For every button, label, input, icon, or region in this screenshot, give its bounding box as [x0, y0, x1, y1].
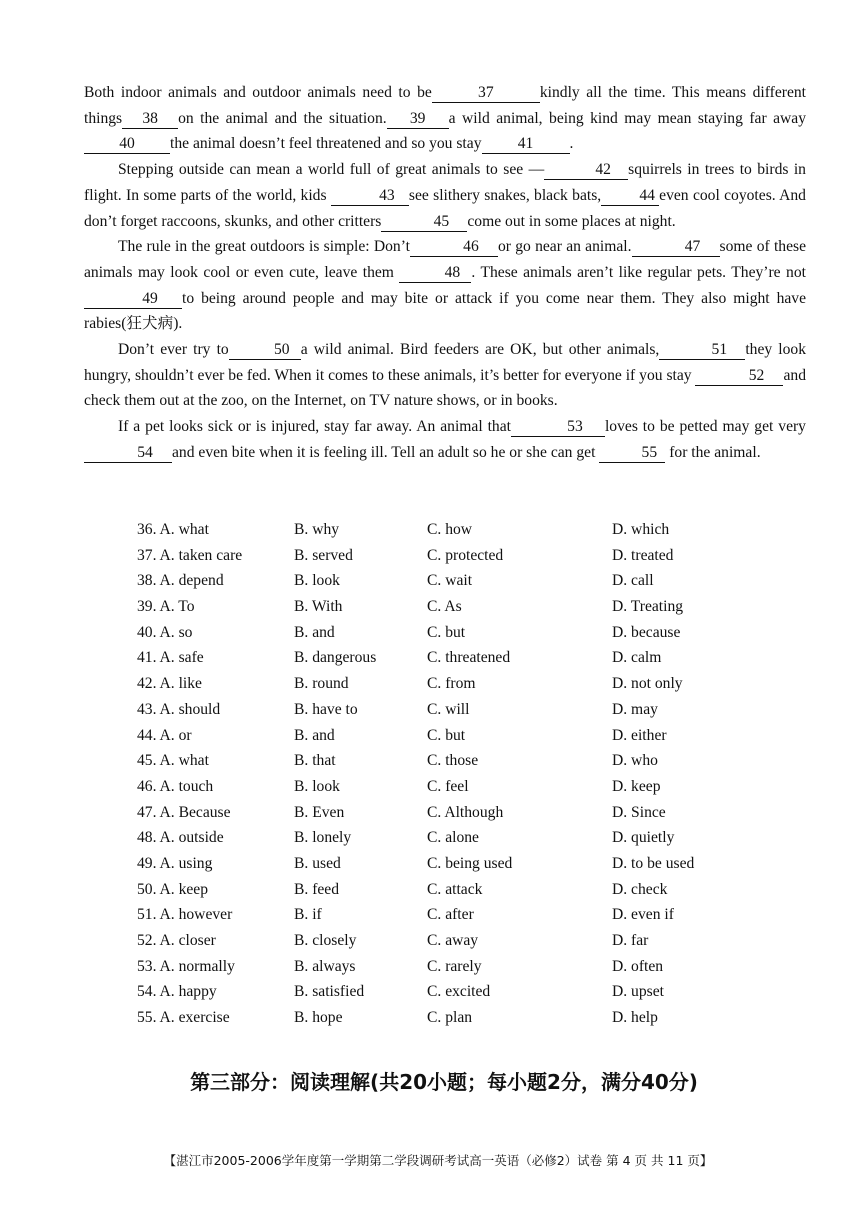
blank-46: 46 [410, 238, 498, 257]
option-a: 54. A. happy [137, 983, 217, 1001]
option-a: 55. A. exercise [137, 1009, 230, 1027]
passage-text: . [569, 135, 574, 153]
blank-54: 54 [84, 444, 172, 463]
option-d: D. help [612, 1009, 658, 1027]
option-d: D. quietly [612, 829, 675, 847]
option-c: C. but [427, 726, 466, 744]
passage-text: on the animal and the situation. [178, 109, 387, 127]
option-d: D. Since [612, 803, 666, 821]
option-d: D. Treating [612, 598, 684, 616]
option-c: C. Although [427, 803, 504, 821]
option-a: 44. A. or [137, 726, 192, 744]
option-c: C. wait [427, 572, 473, 590]
option-c: C. away [427, 932, 479, 949]
option-a: 42. A. like [137, 675, 202, 693]
blank-55: 55 [599, 444, 665, 463]
passage-text: kindly all the time. This means different things [84, 84, 806, 127]
option-c: C. being used [427, 854, 513, 872]
cloze-passage [84, 80, 806, 466]
option-d: D. who [612, 752, 658, 770]
passage-text: and check them out at the zoo, on the Internet, on TV nature shows, or in books. [84, 366, 806, 410]
option-a: 51. A. however [137, 906, 233, 924]
blank-37: 37 [432, 84, 540, 103]
option-a: 37. A. taken care [137, 546, 243, 564]
option-d: D. upset [612, 983, 664, 1001]
passage-text: for the animal. [665, 443, 761, 461]
blank-42: 42 [544, 161, 628, 180]
option-c: C. from [427, 675, 476, 693]
passage-text: see slithery snakes, black bats, [408, 186, 602, 204]
passage-text: they look hungry, shouldn’t ever be fed. When it comes to these animals, it’s better for everyone if you stay [84, 341, 806, 384]
passage-text: Don’t ever try to [118, 341, 229, 359]
option-a: 47. A. Because [137, 803, 231, 821]
passage-text: some of these animals may look cool or even cute, leave them [84, 238, 806, 281]
blank-52: 52 [695, 367, 783, 386]
paragraph-4 [84, 337, 806, 414]
blank-51: 51 [659, 341, 745, 360]
paragraph-1 [84, 80, 806, 157]
option-b: B. round [294, 675, 349, 693]
page-footer: 【湛江市2005-2006学年度第一学期第二学段调研考试高一英语（必修2）试卷 第 4 页 共 11 页】 [163, 1153, 713, 1168]
passage-text: a wild animal. Bird feeders are OK, but other animals, [300, 341, 660, 359]
option-c: C. As [427, 598, 462, 616]
blank-44: 44 [601, 187, 659, 206]
option-b: B. and [294, 726, 335, 744]
passage-text: loves to be petted may get very [604, 418, 806, 436]
option-b: B. satisfied [294, 983, 365, 1001]
option-d: D. to be used [612, 854, 695, 872]
passage-text: Both indoor animals and outdoor animals need to be [84, 84, 432, 101]
option-a: 49. A. using [137, 854, 213, 872]
passage-text: the animal doesn’t feel threatened and so you stay [170, 135, 482, 153]
blank-45: 45 [381, 213, 467, 232]
option-b: B. Even [294, 803, 345, 821]
option-d: D. may [612, 700, 658, 718]
option-c: C. those [427, 752, 479, 770]
passage-text: to being around people and may bite or attack if you come near them. They also might have rabies(狂犬病). [84, 289, 806, 333]
option-b: B. closely [294, 932, 357, 949]
option-a: 41. A. safe [137, 649, 204, 667]
passage-text: If a pet looks sick or is injured, stay far away. An animal that [118, 418, 511, 436]
option-b: B. lonely [294, 829, 352, 847]
option-a: 52. A. closer [137, 932, 216, 949]
paragraph-5 [84, 414, 806, 465]
option-c: C. protected [427, 546, 504, 564]
passage-text: even cool coyotes. And don’t forget raccoons, skunks, and other critters [84, 186, 806, 230]
passage-text: squirrels in trees to birds in flight. In some parts of the world, kids [84, 161, 806, 204]
option-a: 50. A. keep [137, 880, 209, 898]
blank-40: 40 [84, 135, 170, 154]
blank-41: 41 [482, 135, 570, 154]
option-c: C. excited [427, 983, 491, 1001]
blank-53: 53 [511, 418, 605, 437]
option-a: 39. A. To [137, 598, 195, 616]
option-c: C. plan [427, 1009, 473, 1027]
passage-text: a wild animal, being kind may mean staying far away [448, 109, 806, 127]
passage-text: Stepping outside can mean a world full of great animals to see — [118, 161, 545, 179]
blank-38: 38 [122, 110, 178, 129]
passage-text: and even bite when it is feeling ill. Tell an adult so he or she can get [172, 443, 600, 461]
section-title: 第三部分：阅读理解(共20小题；每小题2分，满分40分) [190, 1070, 698, 1094]
blank-39: 39 [387, 110, 449, 129]
option-a: 38. A. depend [137, 572, 224, 590]
option-a: 40. A. so [137, 623, 193, 641]
paragraph-2 [84, 157, 806, 234]
option-d: D. check [612, 880, 668, 898]
option-a: 36. A. what [137, 521, 209, 538]
option-c: C. feel [427, 777, 469, 795]
option-a: 46. A. touch [137, 777, 214, 795]
option-b: B. that [294, 752, 336, 770]
blank-49: 49 [84, 290, 182, 309]
option-d: D. calm [612, 649, 662, 667]
option-b: B. look [294, 777, 340, 795]
option-c: C. threatened [427, 649, 511, 667]
passage-text: or go near an animal. [497, 238, 632, 256]
option-b: B. look [294, 572, 340, 590]
paragraph-3 [84, 234, 806, 337]
option-d: D. either [612, 726, 667, 744]
option-b: B. With [294, 598, 343, 616]
passage-text: . These animals aren’t like regular pets. They’re not [471, 263, 806, 281]
option-c: C. attack [427, 880, 483, 898]
option-d: D. because [612, 623, 681, 641]
option-c: C. after [427, 906, 474, 924]
option-b: B. and [294, 623, 335, 641]
option-c: C. how [427, 521, 473, 538]
option-d: D. even if [612, 906, 674, 924]
option-c: C. but [427, 623, 466, 641]
passage-text: The rule in the great outdoors is simple: Don’t [118, 238, 410, 256]
option-a: 45. A. what [137, 752, 209, 770]
option-b: B. always [294, 957, 356, 975]
option-a: 53. A. normally [137, 957, 235, 975]
option-b: B. dangerous [294, 649, 377, 667]
option-b: B. if [294, 906, 322, 924]
blank-43: 43 [331, 187, 409, 206]
blank-47: 47 [632, 238, 720, 257]
option-c: C. alone [427, 829, 479, 847]
option-d: D. which [612, 521, 670, 538]
passage-text: come out in some places at night. [467, 212, 676, 230]
option-d: D. often [612, 957, 664, 975]
option-a: 43. A. should [137, 700, 221, 718]
option-d: D. call [612, 572, 654, 590]
option-c: C. will [427, 700, 470, 718]
option-c: C. rarely [427, 957, 482, 975]
option-d: D. keep [612, 777, 661, 795]
option-d: D. treated [612, 546, 674, 564]
blank-48: 48 [399, 264, 471, 283]
option-b: B. used [294, 854, 341, 872]
option-b: B. served [294, 546, 353, 564]
option-b: B. have to [294, 700, 358, 718]
option-d: D. not only [612, 675, 683, 693]
option-a: 48. A. outside [137, 829, 224, 847]
option-b: B. why [294, 521, 340, 538]
blank-50: 50 [229, 341, 301, 360]
option-d: D. far [612, 932, 649, 949]
option-b: B. feed [294, 880, 340, 898]
option-b: B. hope [294, 1009, 343, 1027]
